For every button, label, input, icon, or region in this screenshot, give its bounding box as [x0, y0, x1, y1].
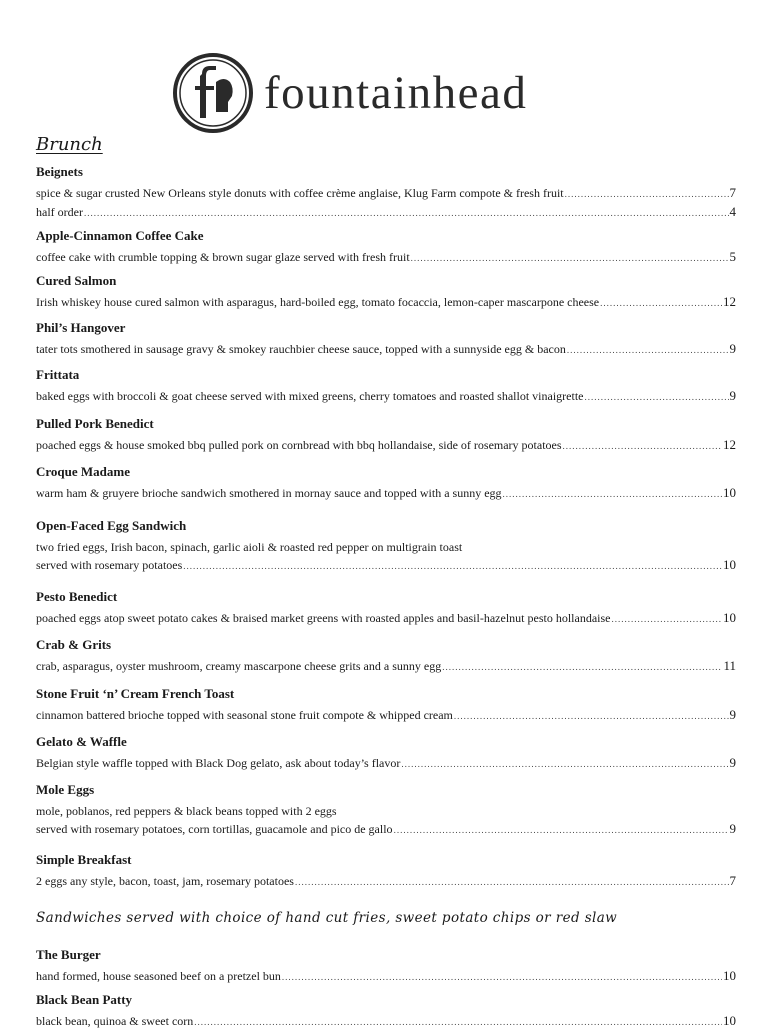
menu-item	[36, 637, 736, 676]
menu-item-name: Stone Fruit ‘n’ Cream French Toast	[36, 686, 235, 701]
dot-leader	[600, 294, 722, 312]
dot-leader	[611, 610, 722, 628]
menu-item-line	[36, 872, 736, 891]
menu-item-name: Pulled Pork Benedict	[36, 416, 154, 431]
menu-item-price: 9	[729, 341, 736, 356]
menu-item-description: served with rosemary potatoes, corn tortillas, guacamole and pico de gallo	[36, 822, 393, 836]
menu-item-price: 7	[729, 873, 736, 888]
menu-item-name: Phil’s Hangover	[36, 320, 126, 335]
dot-leader	[194, 1013, 722, 1031]
dot-leader	[563, 437, 722, 455]
menu-item	[36, 852, 736, 891]
sandwich-item-description: hand formed, house seasoned beef on a pretzel bun	[36, 969, 281, 983]
menu-item-name: Croque Madame	[36, 464, 131, 479]
menu-item-description: two fried eggs, Irish bacon, spinach, garlic aioli & roasted red pepper on multigrain toast	[36, 540, 463, 554]
menu-item-line	[36, 754, 736, 773]
dot-leader	[585, 388, 729, 406]
menu-item-description: cinnamon battered brioche topped with seasonal stone fruit compote & whipped cream	[36, 708, 453, 722]
menu-item	[36, 518, 736, 575]
menu-item-description: tater tots smothered in sausage gravy & smokey rauchbier cheese sauce, topped with a sunnyside egg & bacon	[36, 342, 566, 356]
menu-item-name: Frittata	[36, 367, 80, 382]
menu-item	[36, 589, 736, 628]
menu-item-description: baked eggs with broccoli & goat cheese served with mixed greens, cherry tomatoes and roasted shallot vinaigrette	[36, 389, 584, 403]
menu-item-price: 9	[729, 388, 736, 403]
dot-leader	[394, 821, 729, 839]
dot-leader	[567, 341, 729, 359]
dot-leader	[183, 557, 722, 575]
dot-leader	[454, 707, 729, 725]
menu-item-description: Belgian style waffle topped with Black Dog gelato, ask about today’s flavor	[36, 756, 401, 770]
menu-item-name: Gelato & Waffle	[36, 734, 127, 749]
sandwich-item-line	[36, 1012, 736, 1031]
menu-item	[36, 782, 736, 839]
dot-leader	[503, 485, 722, 503]
menu-item-price: 9	[729, 821, 736, 836]
dot-leader	[411, 249, 729, 267]
menu-item-line	[36, 184, 736, 203]
menu-item-line	[36, 293, 736, 312]
menu-item-name: Cured Salmon	[36, 273, 117, 288]
menu-item-name: Apple-Cinnamon Coffee Cake	[36, 228, 204, 243]
menu-item-description: served with rosemary potatoes	[36, 558, 183, 572]
menu-item-price: 9	[729, 707, 736, 722]
menu-item-price: 10	[723, 610, 736, 625]
menu-item-price: 10	[723, 557, 736, 572]
menu-item	[36, 320, 736, 359]
menu-item-line	[36, 387, 736, 406]
brand-name: fountainhead	[264, 66, 528, 119]
sandwich-item	[36, 947, 736, 986]
menu-item-description: mole, poblanos, red peppers & black beans topped with 2 eggs	[36, 804, 337, 818]
menu-item-price: 10	[723, 485, 736, 500]
dot-leader	[565, 185, 729, 203]
menu-item-line	[36, 657, 736, 676]
brand-logo	[172, 52, 527, 134]
menu-item-description: warm ham & gruyere brioche sandwich smothered in mornay sauce and topped with a sunny egg	[36, 486, 502, 500]
menu-item-description: half order	[36, 205, 83, 219]
menu-item	[36, 464, 736, 503]
menu-item-price: 12	[723, 437, 736, 452]
menu-item-price: 11	[723, 658, 736, 673]
menu-item	[36, 686, 736, 725]
menu-item-name: Pesto Benedict	[36, 589, 118, 604]
menu-item-description: Irish whiskey house cured salmon with asparagus, hard-boiled egg, tomato focaccia, lemon-caper mascarpone cheese	[36, 295, 600, 309]
menu-item-name: Open-Faced Egg Sandwich	[36, 518, 187, 533]
menu-item	[36, 228, 736, 267]
fountainhead-emblem-icon	[172, 52, 254, 134]
menu-item-price: 7	[729, 185, 736, 200]
menu-item-name: Crab & Grits	[36, 637, 112, 652]
menu-item-line	[36, 484, 736, 503]
dot-leader	[84, 204, 729, 222]
menu-item-description: poached eggs atop sweet potato cakes & braised market greens with roasted apples and basil-hazelnut pesto hollandaise	[36, 611, 611, 625]
menu-item-line	[36, 248, 736, 267]
sandwich-note: Sandwiches served with choice of hand cut fries, sweet potato chips or red slaw	[36, 910, 618, 926]
dot-leader	[401, 755, 728, 773]
dot-leader	[442, 658, 722, 676]
menu-item-price: 5	[729, 249, 736, 264]
menu-item-line	[36, 802, 736, 820]
menu-item-line	[36, 609, 736, 628]
menu-item-price: 4	[729, 204, 736, 219]
sandwich-item-name: The Burger	[36, 947, 101, 962]
menu-item	[36, 367, 736, 406]
menu-item	[36, 273, 736, 312]
menu-item-line	[36, 538, 736, 556]
sandwich-item	[36, 992, 736, 1031]
menu-item-description: spice & sugar crusted New Orleans style donuts with coffee crème anglaise, Klug Farm compote & fresh fruit	[36, 186, 564, 200]
menu-item	[36, 164, 736, 222]
section-title: Brunch	[36, 134, 103, 155]
sandwich-item-price: 10	[723, 968, 736, 983]
menu-item-price: 9	[729, 755, 736, 770]
menu-item-name: Mole Eggs	[36, 782, 95, 797]
menu-item-price: 12	[723, 294, 736, 309]
menu-item-line	[36, 820, 736, 839]
sandwich-item-description: black bean, quinoa & sweet corn	[36, 1014, 194, 1028]
menu-item-description: coffee cake with crumble topping & brown sugar glaze served with fresh fruit	[36, 250, 410, 264]
dot-leader	[282, 968, 722, 986]
menu-item-line	[36, 340, 736, 359]
menu-item-description: 2 eggs any style, bacon, toast, jam, rosemary potatoes	[36, 874, 294, 888]
dot-leader	[295, 873, 729, 891]
menu-item-description: poached eggs & house smoked bbq pulled pork on cornbread with bbq hollandaise, side of rosemary potatoes	[36, 438, 562, 452]
menu-item-description: crab, asparagus, oyster mushroom, creamy mascarpone cheese grits and a sunny egg	[36, 659, 442, 673]
menu-item-line	[36, 203, 736, 222]
sandwich-item-name: Black Bean Patty	[36, 992, 133, 1007]
menu-item-line	[36, 706, 736, 725]
menu-item-line	[36, 436, 736, 455]
sandwich-item-price: 10	[723, 1013, 736, 1028]
menu-item-name: Simple Breakfast	[36, 852, 132, 867]
menu-item-name: Beignets	[36, 164, 83, 179]
menu-item-line	[36, 556, 736, 575]
menu-item	[36, 734, 736, 773]
sandwich-item-line	[36, 967, 736, 986]
menu-item	[36, 416, 736, 455]
